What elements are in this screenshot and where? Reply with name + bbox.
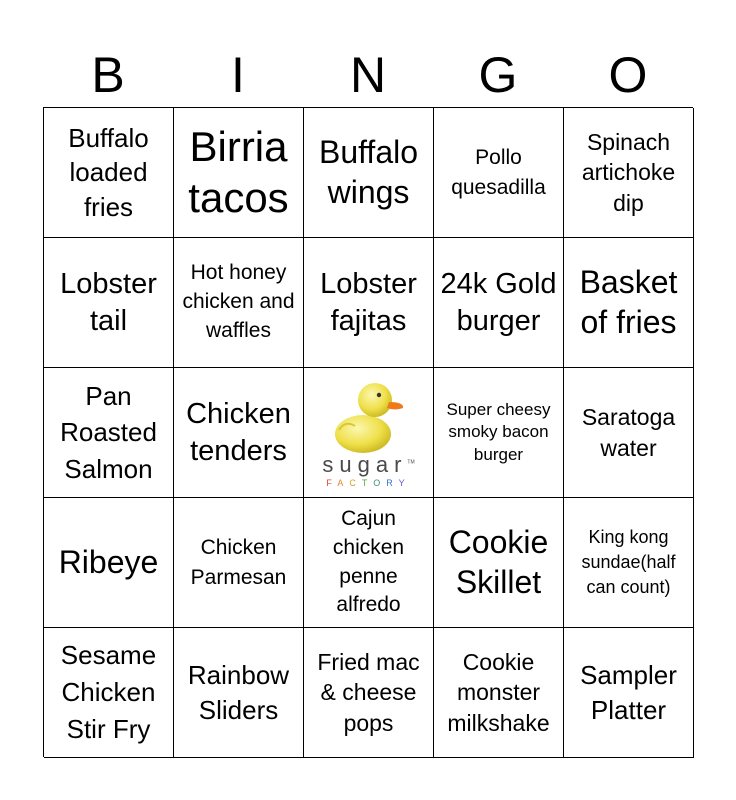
cell-label: Hot honey chicken and waffles	[182, 261, 295, 342]
bingo-cell[interactable]	[174, 498, 304, 628]
bingo-cell[interactable]	[564, 368, 694, 498]
header-letter-n: N	[349, 47, 387, 103]
cell-label: Sesame Chicken Stir Fry	[60, 640, 157, 744]
bingo-cell[interactable]	[44, 498, 174, 628]
bingo-cell[interactable]	[564, 108, 694, 238]
bingo-cell[interactable]	[564, 238, 694, 368]
cell-label: Pan Roasted Salmon	[60, 380, 157, 484]
cell-label: Lobster fajitas	[320, 268, 417, 337]
cell-label: Pollo quesadilla	[451, 146, 546, 199]
bingo-header	[43, 40, 693, 110]
bingo-cell[interactable]	[434, 238, 564, 368]
bingo-cell[interactable]	[304, 628, 434, 758]
bingo-cell[interactable]	[434, 498, 564, 628]
bingo-cell[interactable]	[304, 108, 434, 238]
cell-label: Basket of fries	[579, 264, 678, 340]
header-letter-b: B	[91, 47, 125, 103]
cell-label: Saratoga water	[581, 403, 676, 461]
cell-label: Cookie monster milkshake	[447, 648, 550, 736]
cell-label: Fried mac & cheese pops	[317, 648, 420, 736]
cell-label: Lobster tail	[60, 268, 157, 337]
cell-label: Cookie Skillet	[448, 524, 549, 600]
bingo-cell[interactable]	[44, 628, 174, 758]
bingo-cell[interactable]	[564, 498, 694, 628]
free-space-cell[interactable]	[304, 368, 434, 498]
cell-label: Birria tacos	[188, 123, 289, 221]
cell-label: Chicken tenders	[186, 398, 291, 467]
bingo-cell[interactable]	[44, 108, 174, 238]
bingo-cell[interactable]	[304, 498, 434, 628]
header-letter-g: G	[478, 47, 518, 103]
header-letter-i: I	[231, 47, 245, 103]
bingo-grid	[43, 107, 693, 757]
rubber-duck-icon	[329, 378, 409, 456]
bingo-cell[interactable]	[44, 368, 174, 498]
cell-label: Cajun chicken penne alfredo	[332, 506, 405, 617]
cell-label: Sampler Platter	[580, 660, 677, 725]
logo-subbrand: FACTORY	[326, 477, 411, 488]
bingo-cell[interactable]	[304, 238, 434, 368]
bingo-cell[interactable]	[434, 108, 564, 238]
cell-label: Buffalo wings	[318, 134, 419, 210]
cell-label: 24k Gold burger	[440, 268, 557, 337]
cell-label: Rainbow Sliders	[187, 660, 290, 725]
bingo-cell[interactable]	[434, 368, 564, 498]
cell-label: King kong sundae(half can count)	[581, 526, 676, 598]
header-letter-o: O	[608, 47, 648, 103]
cell-label: Spinach artichoke dip	[581, 128, 676, 216]
cell-label: Super cheesy smoky bacon burger	[446, 399, 551, 464]
bingo-cell[interactable]	[174, 238, 304, 368]
cell-label: Chicken Parmesan	[190, 536, 287, 589]
cell-label: Buffalo loaded fries	[68, 123, 149, 222]
bingo-cell[interactable]	[174, 108, 304, 238]
bingo-cell[interactable]	[174, 628, 304, 758]
bingo-cell[interactable]	[44, 238, 174, 368]
bingo-cell[interactable]	[174, 368, 304, 498]
bingo-cell[interactable]	[434, 628, 564, 758]
sugar-factory-logo	[322, 378, 414, 488]
logo-brand: sugar™	[322, 451, 415, 477]
bingo-cell[interactable]	[564, 628, 694, 758]
cell-label: Ribeye	[58, 543, 159, 580]
